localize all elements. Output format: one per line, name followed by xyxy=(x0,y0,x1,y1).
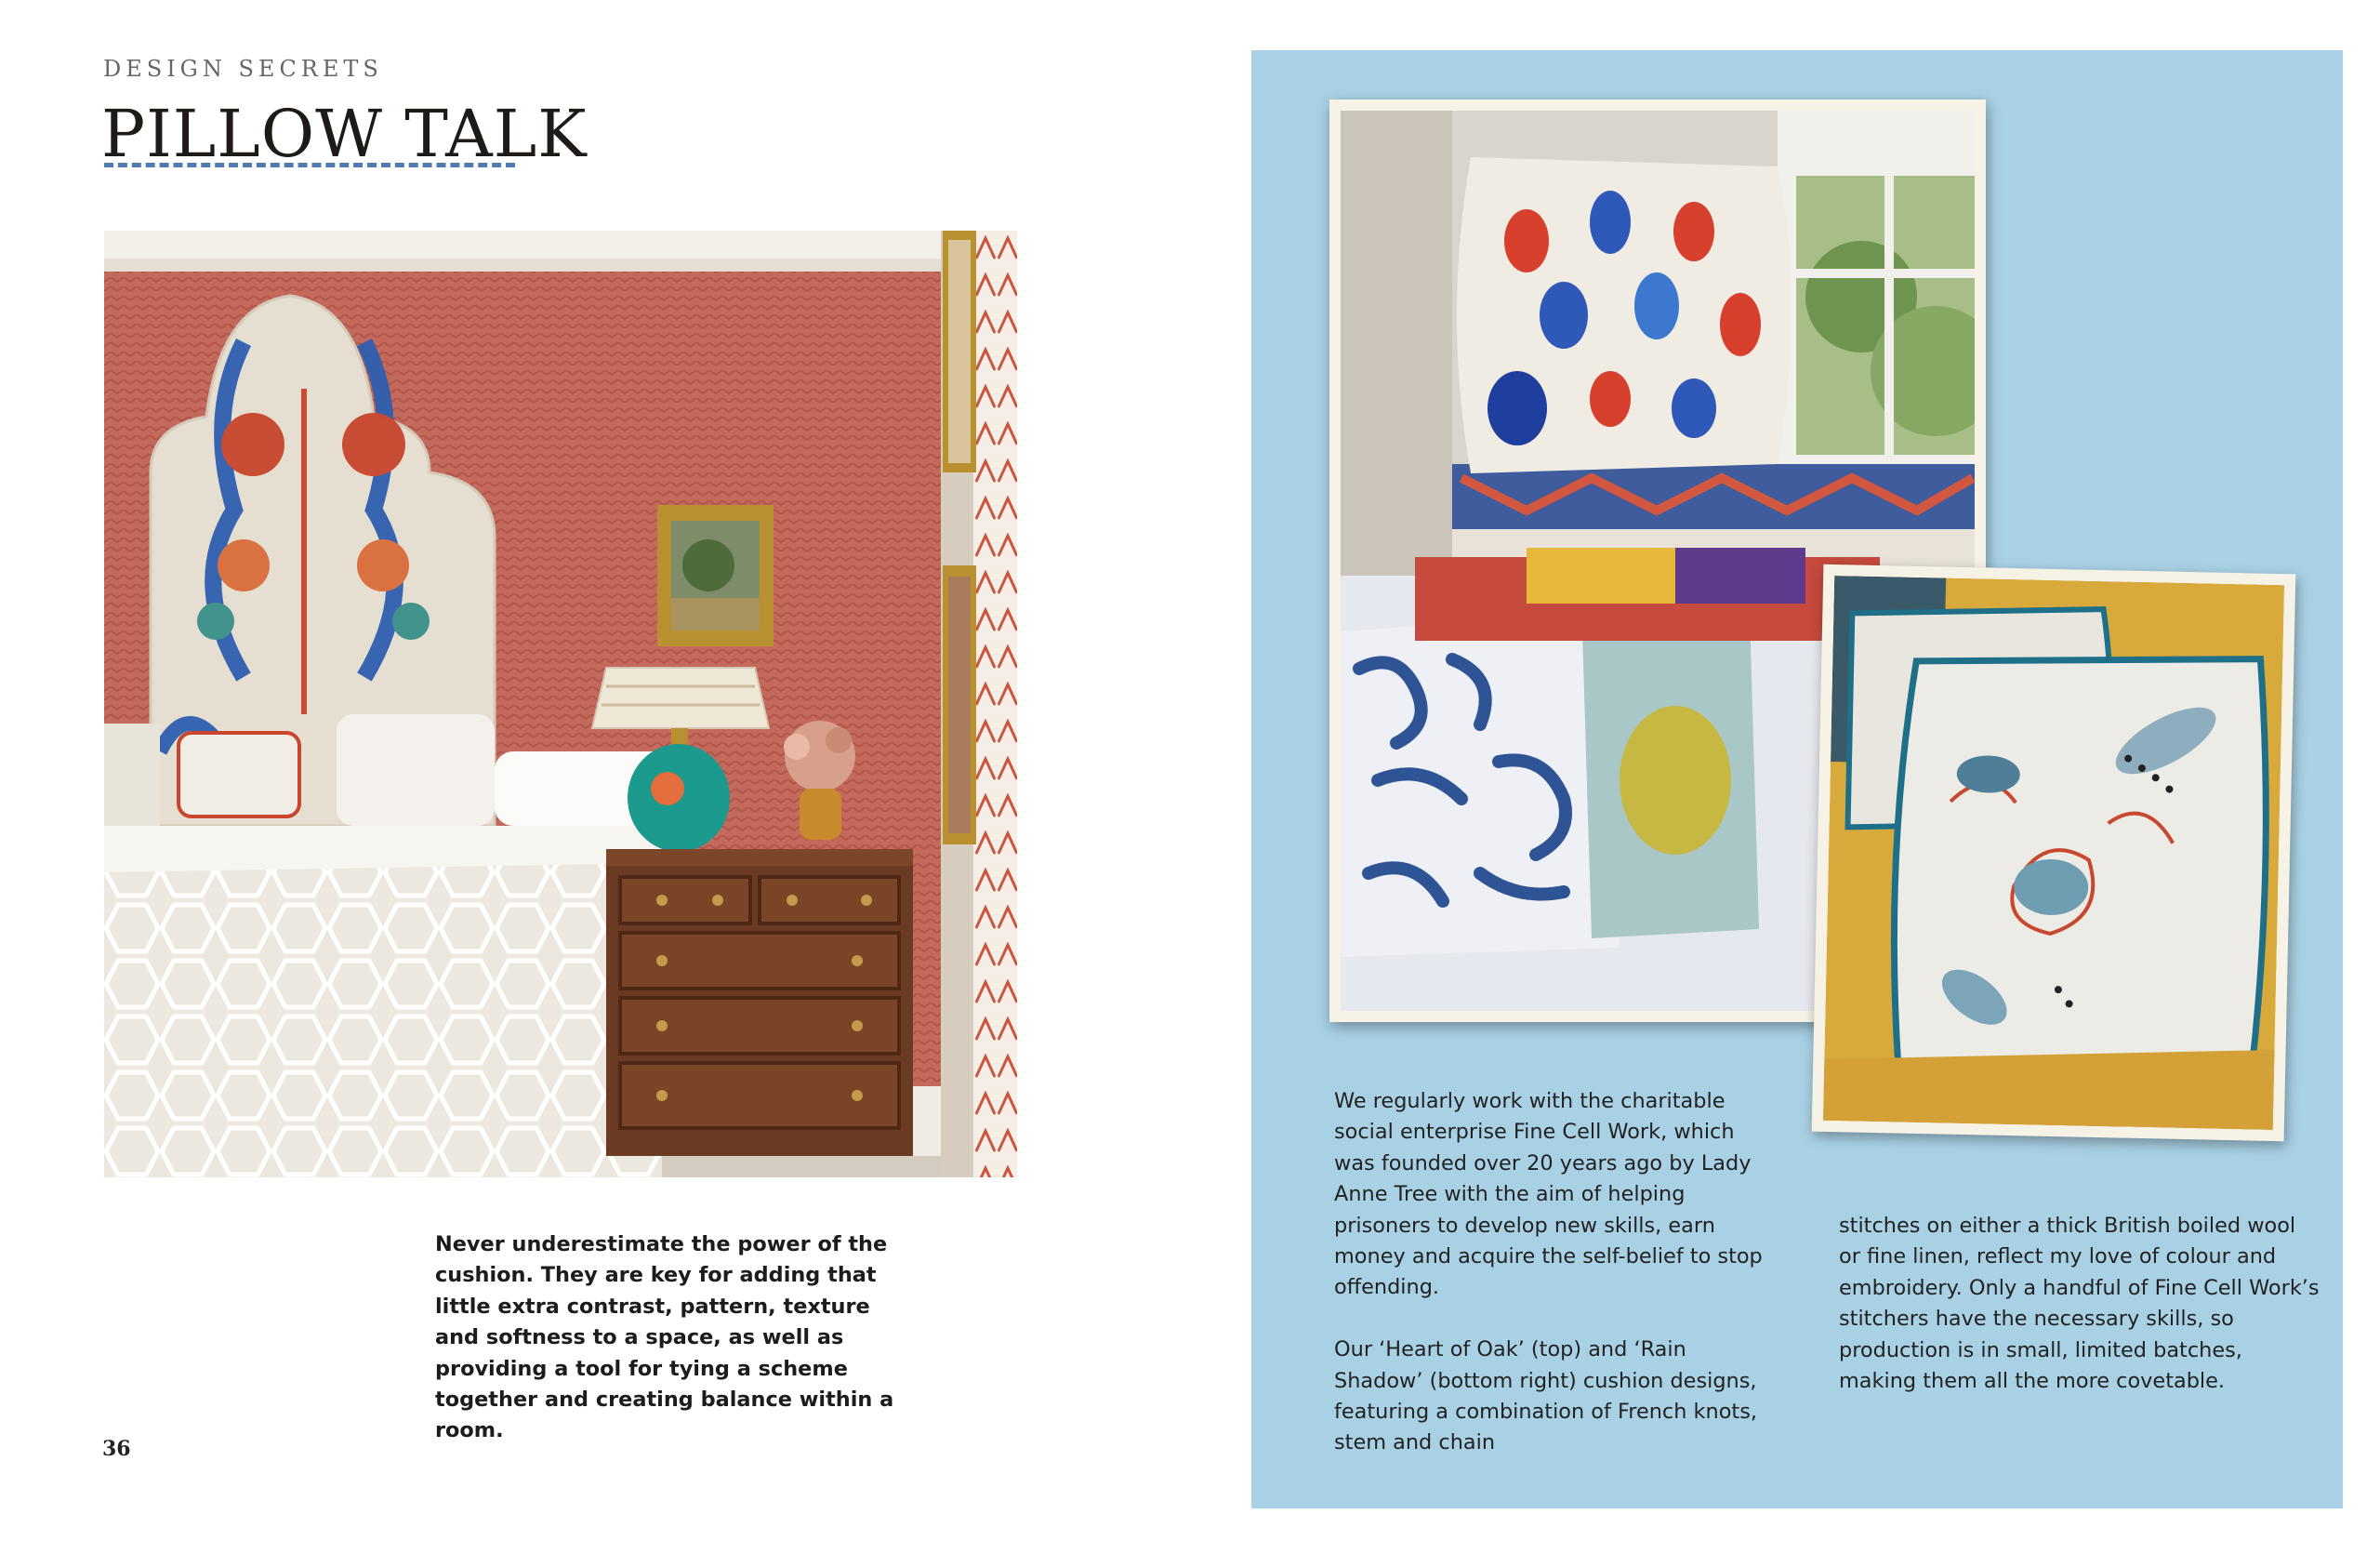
body-paragraph-2: Our ‘Heart of Oak’ (top) and ‘Rain Shadow’ (bottom right) cushion designs, featuring a combination of French knots, stem and chain xyxy=(1334,1337,1757,1455)
bedroom-photo xyxy=(104,231,1017,1177)
body-paragraph-3: stitches on either a thick British boiled wool or fine linen, reflect my love of colour and embroidery. Only a handful of Fine Cell Work’s stitchers have the necessary skills, so production is in small, limited batches, making them all the more covetable. xyxy=(1839,1214,2320,1394)
title-dashed-underline xyxy=(104,163,515,167)
page-number: 36 xyxy=(102,1437,131,1461)
intro-paragraph: Never underestimate the power of the cushion. They are key for adding that little extra contrast, pattern, texture and softness to a space, as well as providing a tool for tying a scheme together and creating balance within a room. xyxy=(435,1232,894,1443)
body-column-1 xyxy=(1334,1086,1771,1490)
rain-shadow-cushion-photo xyxy=(1812,564,2296,1142)
body-paragraph-1: We regularly work with the charitable social enterprise Fine Cell Work, which was founded over 20 years ago by Lady Anne Tree with the aim of helping prisoners to develop new skills, earn money and acquire the self-belief to stop offending. xyxy=(1334,1089,1763,1300)
page-title: PILLOW TALK xyxy=(101,96,588,172)
body-column-2 xyxy=(1839,1211,2322,1428)
section-label: DESIGN SECRETS xyxy=(103,56,383,82)
